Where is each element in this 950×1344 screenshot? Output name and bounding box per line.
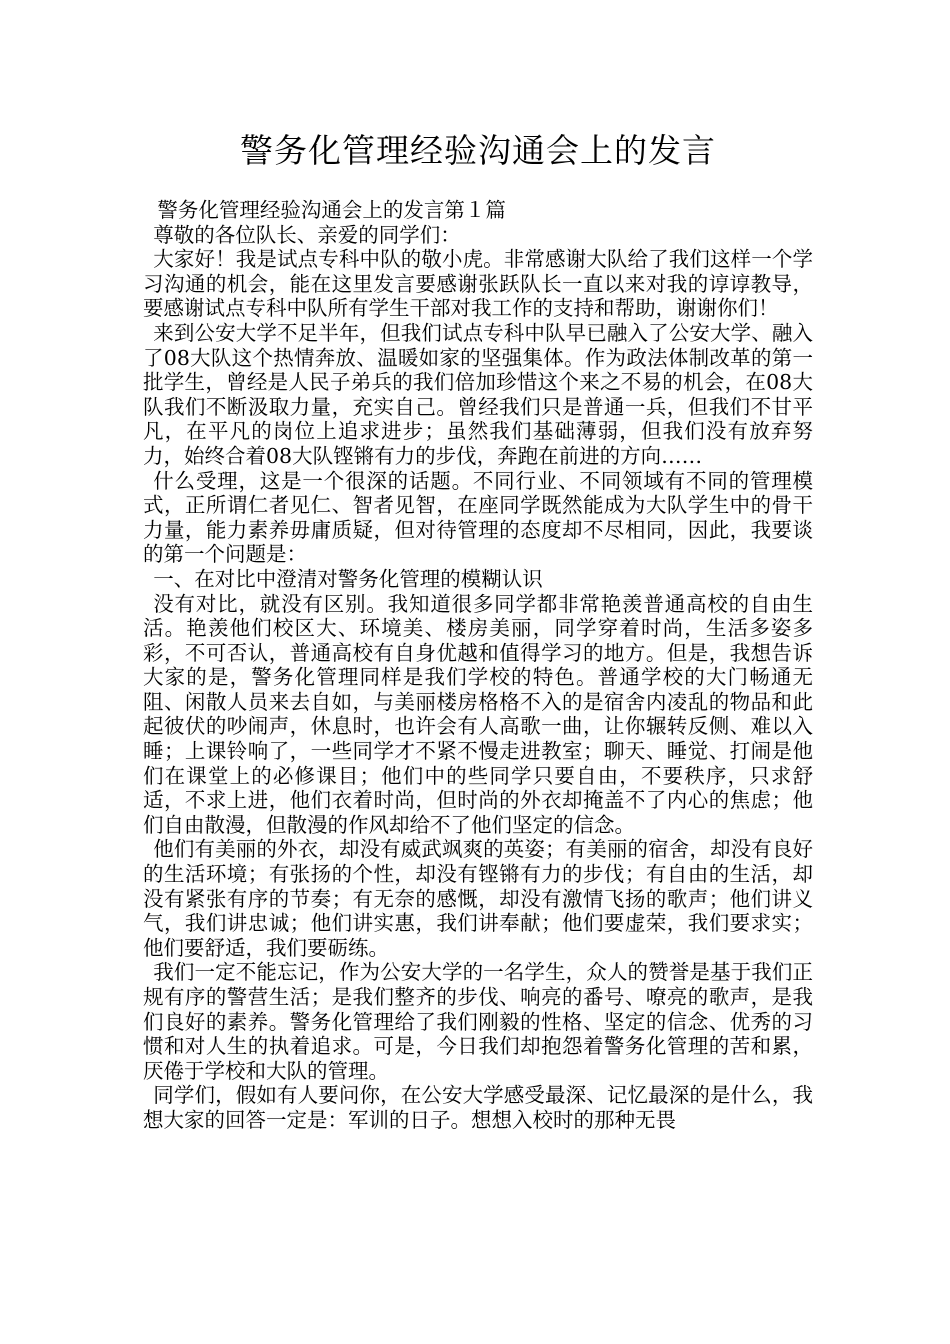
body-paragraph: 我们一定不能忘记，作为公安大学的一名学生，众人的赞誉是基于我们正规有序的警营生活；是我们整齐的步伐、响亮的番号、嘹亮的歌声，是我们良好的素养。警务化管理给了我们刚毅的性格、坚定的信念、优秀的习惯和对人生的执着追求。可是，今日我们却抱怨着警务化管理的苦和累，厌倦于学校和大队的管理。 [143, 960, 813, 1083]
body-paragraph: 来到公安大学不足半年，但我们试点专科中队早已融入了公安大学、融入了08大队这个热情奔放、温暖如家的坚强集体。作为政法体制改革的第一批学生，曾经是人民子弟兵的我们倍加珍惜这个来之不易的机会，在08大队我们不断汲取力量，充实自己。曾经我们只是普通一兵，但我们不甘平凡，在平凡的岗位上追求进步；虽然我们基础薄弱，但我们没有放弃努力，始终合着08大队铿锵有力的步伐，奔跑在前进的方向…… [143, 320, 813, 468]
body-paragraph: 同学们，假如有人要问你，在公安大学感受最深、记忆最深的是什么，我想大家的回答一定是：军训的日子。想想入校时的那种无畏 [143, 1083, 813, 1132]
body-paragraph: 他们有美丽的外衣，却没有威武飒爽的英姿；有美丽的宿舍，却没有良好的生活环境；有张扬的个性，却没有铿锵有力的步伐；有自由的生活，却没有紧张有序的节奏；有无奈的感慨，却没有激情飞扬的歌声；他们讲义气，我们讲忠诚；他们讲实惠，我们讲奉献；他们要虚荣，我们要求实；他们要舒适，我们要砺练。 [143, 837, 813, 960]
document-subtitle: 警务化管理经验沟通会上的发言第１篇 [157, 198, 506, 222]
document-title: 警务化管理经验沟通会上的发言 [240, 131, 716, 170]
salutation-paragraph: 尊敬的各位队长、亲爱的同学们： [153, 222, 461, 247]
body-paragraph: 大家好！我是试点专科中队的敬小虎。非常感谢大队给了我们这样一个学习沟通的机会，能在这里发言要感谢张跃队长一直以来对我的谆谆教导，要感谢试点专科中队所有学生干部对我工作的支持和帮助，谢谢你们！ [143, 247, 813, 321]
document-page [143, 128, 813, 1133]
body-paragraph: 什么受理，这是一个很深的话题。不同行业、不同领域有不同的管理模式，正所谓仁者见仁、智者见智，在座同学既然能成为大队学生中的骨干力量，能力素养毋庸质疑，但对待管理的态度却不尽相同，因此，我要谈的第一个问题是： [143, 468, 813, 567]
section-heading: 一、在对比中澄清对警务化管理的模糊认识 [153, 566, 543, 591]
body-paragraph: 没有对比，就没有区别。我知道很多同学都非常艳羡普通高校的自由生活。艳羡他们校区大、环境美、楼房美丽，同学穿着时尚，生活多姿多彩，不可否认，普通高校有自身优越和值得学习的地方。但是，我想告诉大家的是，警务化管理同样是我们学校的特色。普通学校的大门畅通无阻、闲散人员来去自如，与美丽楼房格格不入的是宿舍内凌乱的物品和此起彼伏的吵闹声，休息时，也许会有人高歌一曲，让你辗转反侧、难以入睡；上课铃响了，一些同学才不紧不慢走进教室；聊天、睡觉、打闹是他们在课堂上的必修课目；他们中的些同学只要自由，不要秩序，只求舒适，不求上进，他们衣着时尚，但时尚的外衣却掩盖不了内心的焦虑；他们自由散漫，但散漫的作风却给不了他们坚定的信念。 [143, 591, 813, 837]
